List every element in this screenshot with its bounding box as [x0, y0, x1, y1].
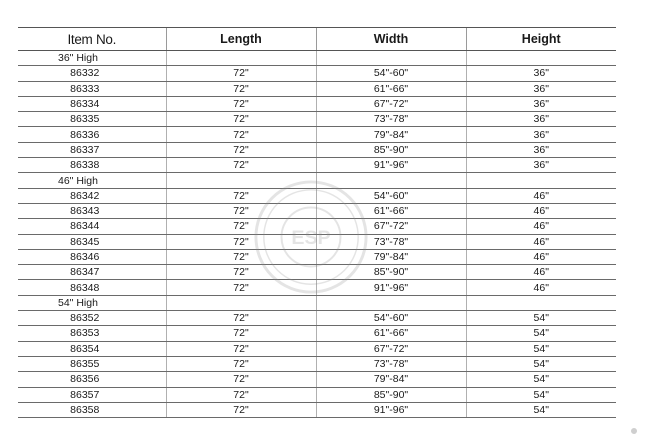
cell-height: 46" [466, 265, 616, 280]
table-row [18, 188, 616, 203]
cell-length: 72" [166, 203, 316, 218]
group-empty-cell [316, 51, 466, 66]
cell-height: 54" [466, 311, 616, 326]
cell-length: 72" [166, 158, 316, 173]
cell-length: 72" [166, 96, 316, 111]
cell-item-no [18, 234, 166, 249]
cell-length: 72" [166, 66, 316, 81]
cell-item-no [18, 280, 166, 295]
item-number-text: 86345 [70, 235, 100, 248]
cell-item-no [18, 158, 166, 173]
group-empty-cell [466, 51, 616, 66]
item-number-text: 86332 [70, 67, 100, 80]
group-empty-cell [466, 173, 616, 188]
cell-length: 72" [166, 249, 316, 264]
cell-length: 72" [166, 341, 316, 356]
cell-item-no [18, 219, 166, 234]
group-label: 54" High [18, 295, 166, 310]
cell-width: 67"-72" [316, 96, 466, 111]
cell-item-no [18, 66, 166, 81]
cell-length: 72" [166, 234, 316, 249]
item-number-text: 86355 [70, 358, 100, 371]
cell-height: 36" [466, 112, 616, 127]
table-row [18, 356, 616, 371]
cell-length: 72" [166, 142, 316, 157]
cell-width: 61"-66" [316, 81, 466, 96]
item-number-text: 86353 [70, 327, 100, 340]
cell-height: 46" [466, 203, 616, 218]
cell-width: 67"-72" [316, 219, 466, 234]
cell-height: 46" [466, 188, 616, 203]
spec-table-body [18, 51, 616, 418]
group-label: 36" High [18, 51, 166, 66]
cell-width: 91"-96" [316, 158, 466, 173]
cell-length: 72" [166, 265, 316, 280]
cell-length: 72" [166, 188, 316, 203]
cell-height: 54" [466, 341, 616, 356]
cell-length: 72" [166, 219, 316, 234]
table-row [18, 66, 616, 81]
cell-length: 72" [166, 280, 316, 295]
item-number-text: 86343 [70, 205, 100, 218]
item-number-text: 86357 [70, 388, 100, 401]
table-row [18, 234, 616, 249]
cell-length: 72" [166, 326, 316, 341]
cell-item-no [18, 402, 166, 417]
header-height: Height [466, 28, 616, 51]
cell-width: 73"-78" [316, 356, 466, 371]
table-row [18, 142, 616, 157]
cell-height: 54" [466, 402, 616, 417]
cell-width: 85"-90" [316, 265, 466, 280]
table-row [18, 265, 616, 280]
cell-height: 36" [466, 81, 616, 96]
cell-length: 72" [166, 372, 316, 387]
group-label: 46" High [18, 173, 166, 188]
cell-length: 72" [166, 402, 316, 417]
cell-height: 36" [466, 96, 616, 111]
group-empty-cell [166, 51, 316, 66]
item-number-text: 86354 [70, 342, 100, 355]
cell-item-no [18, 356, 166, 371]
table-row [18, 219, 616, 234]
spec-table-sheet [18, 27, 616, 418]
table-row [18, 326, 616, 341]
table-row [18, 81, 616, 96]
item-number-text: 86352 [70, 312, 100, 325]
table-row [18, 341, 616, 356]
cell-length: 72" [166, 387, 316, 402]
table-row [18, 203, 616, 218]
cell-width: 61"-66" [316, 203, 466, 218]
cell-height: 46" [466, 219, 616, 234]
cell-item-no [18, 326, 166, 341]
cell-width: 79"-84" [316, 127, 466, 142]
cell-height: 46" [466, 234, 616, 249]
item-number-text: 86335 [70, 113, 100, 126]
group-empty-cell [316, 173, 466, 188]
cell-height: 36" [466, 142, 616, 157]
table-row [18, 402, 616, 417]
table-row [18, 387, 616, 402]
cell-item-no [18, 372, 166, 387]
cell-height: 36" [466, 66, 616, 81]
table-row [18, 280, 616, 295]
header-width: Width [316, 28, 466, 51]
cell-item-no [18, 81, 166, 96]
item-number-text: 86336 [70, 128, 100, 141]
cell-length: 72" [166, 311, 316, 326]
group-empty-cell [166, 295, 316, 310]
item-number-text: 86356 [70, 373, 100, 386]
header-length: Length [166, 28, 316, 51]
cell-width: 61"-66" [316, 326, 466, 341]
table-row [18, 127, 616, 142]
table-row [18, 311, 616, 326]
cell-item-no [18, 188, 166, 203]
item-number-text: 86342 [70, 189, 100, 202]
table-row [18, 249, 616, 264]
corner-dot [631, 428, 637, 434]
cell-height: 36" [466, 158, 616, 173]
cell-item-no [18, 265, 166, 280]
table-row [18, 112, 616, 127]
item-number-text: 86338 [70, 159, 100, 172]
cell-height: 54" [466, 356, 616, 371]
cell-height: 46" [466, 280, 616, 295]
item-number-text: 86344 [70, 220, 100, 233]
cell-width: 85"-90" [316, 387, 466, 402]
cell-height: 54" [466, 387, 616, 402]
cell-item-no [18, 311, 166, 326]
group-empty-cell [316, 295, 466, 310]
item-number-text: 86358 [70, 403, 100, 416]
table-row [18, 96, 616, 111]
cell-width: 79"-84" [316, 372, 466, 387]
item-number-text: 86333 [70, 82, 100, 95]
cell-length: 72" [166, 81, 316, 96]
cell-width: 79"-84" [316, 249, 466, 264]
cell-width: 54"-60" [316, 66, 466, 81]
cell-width: 91"-96" [316, 402, 466, 417]
cell-width: 91"-96" [316, 280, 466, 295]
cell-item-no [18, 96, 166, 111]
cell-item-no [18, 341, 166, 356]
cell-length: 72" [166, 356, 316, 371]
cell-item-no [18, 203, 166, 218]
header-row [18, 28, 616, 51]
item-number-text: 86348 [70, 281, 100, 294]
table-row [18, 372, 616, 387]
cell-item-no [18, 112, 166, 127]
cell-width: 54"-60" [316, 311, 466, 326]
cell-item-no [18, 142, 166, 157]
item-number-text: 86334 [70, 98, 100, 111]
cell-width: 73"-78" [316, 112, 466, 127]
header-item-no: Item No. [18, 28, 166, 51]
group-header-row [18, 295, 616, 310]
cell-item-no [18, 387, 166, 402]
cell-width: 73"-78" [316, 234, 466, 249]
table-row [18, 158, 616, 173]
spec-table [18, 27, 616, 418]
cell-item-no [18, 249, 166, 264]
item-number-text: 86337 [70, 143, 100, 156]
watermark-initials: ESP [291, 226, 331, 249]
cell-height: 54" [466, 372, 616, 387]
item-number-text: 86346 [70, 251, 100, 263]
cell-height: 36" [466, 127, 616, 142]
cell-length: 72" [166, 112, 316, 127]
cell-width: 67"-72" [316, 341, 466, 356]
group-empty-cell [466, 295, 616, 310]
group-header-row [18, 51, 616, 66]
group-empty-cell [166, 173, 316, 188]
cell-height: 54" [466, 326, 616, 341]
cell-width: 85"-90" [316, 142, 466, 157]
item-number-text: 86347 [70, 266, 100, 279]
group-header-row [18, 173, 616, 188]
cell-height: 46" [466, 249, 616, 264]
cell-width: 54"-60" [316, 188, 466, 203]
cell-length: 72" [166, 127, 316, 142]
cell-item-no [18, 127, 166, 142]
